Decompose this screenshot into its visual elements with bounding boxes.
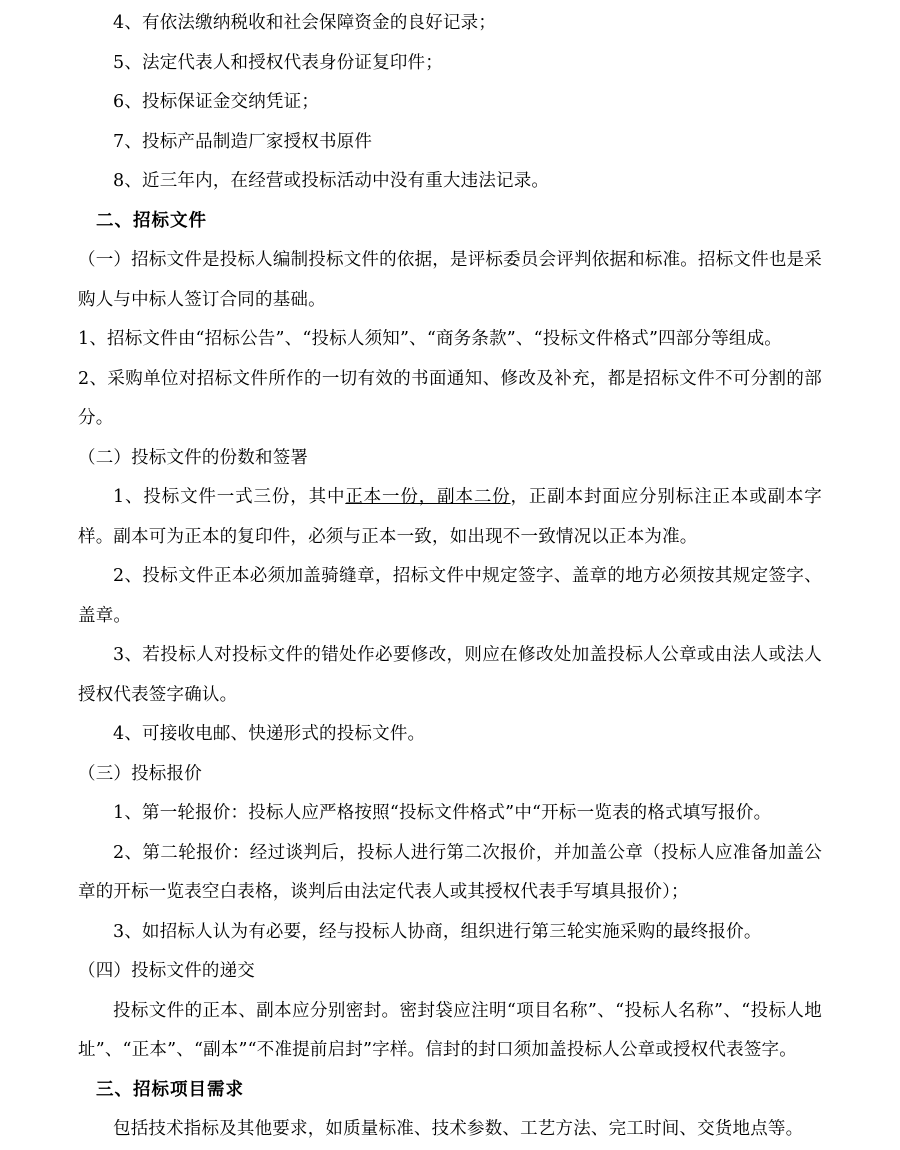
section-two-sub-four-body: 投标文件的正本、副本应分别密封。密封袋应注明“项目名称”、“投标人名称”、“投标人地址”、“正本”、“副本”“不准提前启封”字样。信封的封口须加盖投标人公章或授权代表签字。 [78,1000,822,1060]
section-two-sub-three-label: （三）投标报价 [78,763,202,784]
section-two-sub-three-item-1: 1、第一轮报价：投标人应严格按照“投标文件格式”中“开标一览表的格式填写报价。 [113,803,772,823]
section-heading-three: 三、招标项目需求 [96,1079,244,1100]
section-two-sub-two-item-4: 4、可接收电邮、快递形式的投标文件。 [113,724,426,744]
section-heading-two: 二、招标文件 [96,210,207,231]
sub-two-item-1-part-b: ，正副本封面应分别标注正本或副本字样。副本可为正本的复印件，必须与正本一致，如出现不一致情况以正本为准。 [78,487,822,547]
section-two-item-1: 1、招标文件由“招标公告”、“投标人须知”、“商务条款”、“投标文件格式”四部分等组成。 [78,329,783,349]
list-item: 6、投标保证金交纳凭证； [113,92,320,112]
section-two-sub-three-item-3: 3、如招标人认为有必要，经与投标人协商，组织进行第三轮实施采购的最终报价。 [113,921,762,942]
list-item: 4、有依法缴纳税收和社会保障资金的良好记录； [113,13,497,33]
sub-two-item-1-underlined: 正本一份，副本二份 [345,487,511,507]
section-two-sub-two-item-2: 2、投标文件正本必须加盖骑缝章，招标文件中规定签字、盖章的地方必须按其规定签字、盖章。 [78,566,822,626]
section-two-sub-four-label: （四）投标文件的递交 [78,961,255,981]
section-two-item-2: 2、采购单位对招标文件所作的一切有效的书面通知、修改及补充，都是招标文件不可分割的部分。 [78,368,822,428]
list-item: 8、近三年内，在经营或投标活动中没有重大违法记录。 [113,171,550,191]
section-two-sub-one: （一）招标文件是投标人编制投标文件的依据，是评标委员会评判依据和标准。招标文件也是采购人与中标人签订合同的基础。 [78,250,822,310]
section-two-sub-two-item-1 [78,478,822,557]
section-three-body: 包括技术指标及其他要求，如质量标准、技术参数、工艺方法、完工时间、交货地点等。 [113,1119,804,1139]
section-two-sub-three-item-2: 2、第二轮报价：经过谈判后，投标人进行第二次报价，并加盖公章（投标人应准备加盖公章的开标一览表空白表格，谈判后由法定代表人或其授权代表手写填具报价）； [78,842,822,902]
section-two-sub-two-item-3: 3、若投标人对投标文件的错处作必要修改，则应在修改处加盖投标人公章或由法人或法人授权代表签字确认。 [78,645,822,705]
sub-two-item-1-part-a: 1、投标文件一式三份，其中 [113,487,346,507]
list-item: 7、投标产品制造厂家授权书原件 [113,131,373,152]
section-two-sub-two-label: （二）投标文件的份数和签署 [78,447,309,468]
list-item: 5、法定代表人和授权代表身份证复印件； [113,52,443,73]
